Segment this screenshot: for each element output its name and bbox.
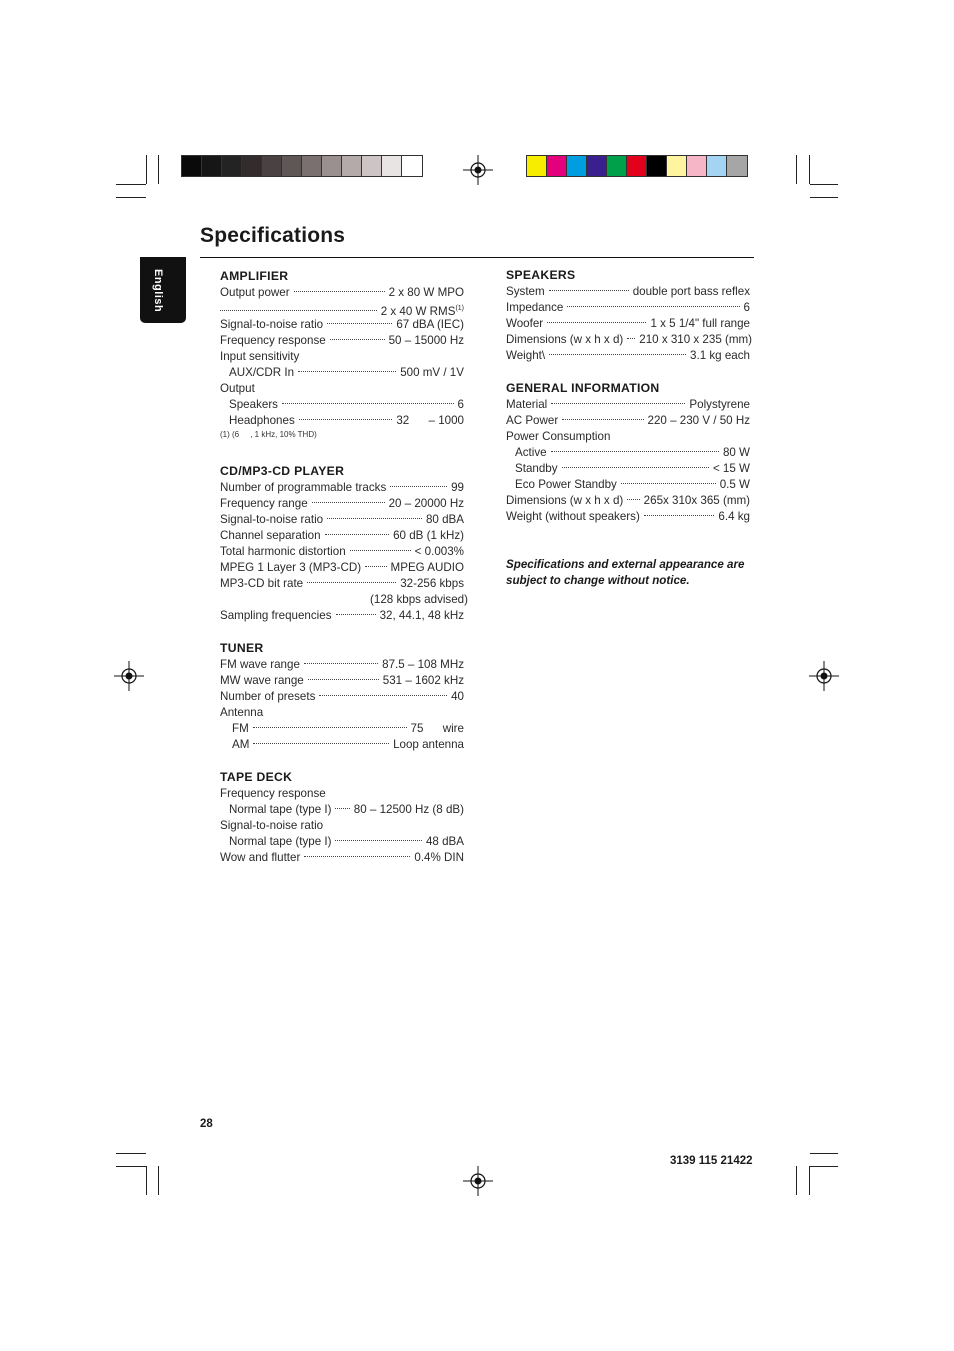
spec-label: Dimensions (w x h x d) [506, 333, 624, 346]
spec-value: < 0.003% [414, 545, 464, 558]
color-swatch [362, 156, 382, 176]
spec-label: Weight (without speakers) [506, 510, 640, 523]
spec-label: Wow and flutter [220, 851, 301, 864]
spec-value: 32 – 1000 [396, 414, 464, 427]
spec-row [220, 689, 464, 705]
cd-player-section [220, 463, 468, 624]
spec-value: 80 dBA [425, 513, 464, 526]
spec-label: Channel separation [220, 529, 321, 542]
spec-label: Woofer [506, 317, 544, 330]
spec-label: Headphones [229, 414, 295, 427]
spec-row [506, 348, 750, 364]
spec-value: 500 mV / 1V [400, 366, 464, 379]
spec-value: double port bass reflex [632, 285, 750, 298]
spec-row [506, 445, 750, 461]
grayscale-calibration-bar [181, 155, 423, 177]
spec-row [506, 493, 750, 509]
spec-label: Speakers [229, 398, 278, 411]
spec-label: Standby [515, 462, 558, 475]
spec-row [220, 544, 464, 560]
section-title: TUNER [220, 641, 264, 655]
spec-label: MPEG 1 Layer 3 (MP3-CD) [220, 561, 362, 574]
spec-value: 1 x 5 1/4" full range [650, 317, 750, 330]
spec-subheading: Frequency response [220, 787, 326, 800]
spec-row [506, 316, 750, 332]
color-swatch [322, 156, 342, 176]
registration-mark-icon [114, 661, 144, 691]
spec-value: MPEG AUDIO [390, 561, 464, 574]
spec-label: Normal tape (type I) [229, 835, 332, 848]
spec-value: 210 x 310 x 235 (mm) [639, 333, 753, 346]
color-swatch [567, 156, 587, 176]
spec-row [506, 509, 750, 525]
spec-label: AUX/CDR In [229, 366, 295, 379]
spec-label: Active [515, 446, 547, 459]
right-column [506, 267, 753, 541]
spec-value: 67 dBA (IEC) [396, 318, 464, 331]
spec-label: MP3-CD bit rate [220, 577, 304, 590]
spec-row [220, 737, 464, 753]
page-title: Specifications [200, 224, 346, 247]
color-swatch [202, 156, 222, 176]
spec-value: 60 dB (1 kHz) [393, 529, 464, 542]
spec-value: 3.1 kg each [690, 349, 750, 362]
spec-value: 87.5 – 108 MHz [382, 658, 464, 671]
section-title: GENERAL INFORMATION [506, 381, 660, 395]
spec-value: 0.4% DIN [414, 851, 464, 864]
spec-value: 20 – 20000 Hz [388, 497, 464, 510]
spec-value: Polystyrene [689, 398, 750, 411]
spec-value: 2 x 80 W MPO [388, 286, 464, 299]
spec-label: Signal-to-noise ratio [220, 318, 324, 331]
spec-value: 50 – 15000 Hz [388, 334, 464, 347]
spec-row [220, 802, 464, 818]
language-tab [140, 257, 186, 323]
color-swatch [627, 156, 647, 176]
spec-label: Number of programmable tracks [220, 481, 387, 494]
spec-row [220, 673, 464, 689]
spec-row [220, 512, 464, 528]
footnote: (1) (6 , 1 kHz, 10% THD) [220, 430, 317, 439]
spec-row [220, 301, 464, 317]
left-column [220, 268, 468, 882]
color-swatch [607, 156, 627, 176]
color-swatch [382, 156, 402, 176]
spec-value: 6.4 kg [718, 510, 750, 523]
spec-label: FM [232, 722, 249, 735]
spec-value: 40 [451, 690, 464, 703]
spec-value: 220 – 230 V / 50 Hz [647, 414, 750, 427]
spec-label: MW wave range [220, 674, 304, 687]
spec-row [220, 592, 468, 608]
registration-mark-icon [809, 661, 839, 691]
spec-row [220, 365, 464, 381]
spec-row [220, 333, 464, 349]
spec-label: Frequency response [220, 334, 326, 347]
spec-value: 0.5 W [719, 478, 750, 491]
spec-row [220, 834, 464, 850]
section-title: TAPE DECK [220, 770, 293, 784]
spec-value: (128 kbps advised) [370, 593, 468, 606]
color-swatch [342, 156, 362, 176]
spec-value: 6 [457, 398, 464, 411]
language-tab-label: English [152, 269, 164, 313]
spec-value: 531 – 1602 kHz [382, 674, 464, 687]
spec-label: FM wave range [220, 658, 300, 671]
amplifier-section [220, 268, 464, 441]
spec-subheading: Signal-to-noise ratio [220, 819, 324, 832]
spec-subheading: Antenna [220, 706, 264, 719]
spec-label: Number of presets [220, 690, 316, 703]
spec-value: 80 – 12500 Hz (8 dB) [353, 803, 464, 816]
disclaimer-note: Specifications and external appearance are subject to change without notice. [506, 558, 745, 587]
spec-row [220, 413, 464, 429]
spec-label: Impedance [506, 301, 564, 314]
spec-label: Sampling frequencies [220, 609, 332, 622]
color-swatch [302, 156, 322, 176]
spec-row [220, 496, 464, 512]
spec-row [506, 284, 750, 300]
registration-mark-icon [463, 155, 493, 185]
color-swatch [527, 156, 547, 176]
spec-value: 75 wire [410, 722, 464, 735]
spec-value: 32, 44.1, 48 kHz [379, 609, 464, 622]
spec-label: Frequency range [220, 497, 308, 510]
spec-row [220, 528, 464, 544]
spec-row [220, 317, 464, 333]
spec-subheading: Input sensitivity [220, 350, 300, 363]
spec-row [220, 480, 464, 496]
spec-row [220, 608, 464, 624]
spec-label: Total harmonic distortion [220, 545, 346, 558]
color-swatch [667, 156, 687, 176]
spec-row [506, 300, 750, 316]
spec-value: 6 [743, 301, 750, 314]
spec-row [220, 850, 464, 866]
spec-row [506, 461, 750, 477]
spec-row [220, 657, 464, 673]
spec-label: Material [506, 398, 548, 411]
speakers-section [506, 267, 753, 364]
section-title: AMPLIFIER [220, 269, 289, 283]
spec-value: 32-256 kbps [400, 577, 464, 590]
spec-row [506, 332, 753, 348]
color-swatch [262, 156, 282, 176]
spec-label: Signal-to-noise ratio [220, 513, 324, 526]
spec-value: 2 x 40 W RMS$^{(1)}$ [380, 304, 464, 318]
spec-label: Eco Power Standby [515, 478, 617, 491]
spec-value: 80 W [722, 446, 750, 459]
color-swatch [647, 156, 667, 176]
spec-label: Output power [220, 286, 290, 299]
color-swatch [687, 156, 707, 176]
spec-label: AC Power [506, 414, 559, 427]
spec-row [220, 285, 464, 301]
general-information-section [506, 380, 750, 525]
spec-value: 265x 310x 365 (mm) [643, 494, 750, 507]
color-swatch [547, 156, 567, 176]
color-swatch [402, 156, 422, 176]
color-swatch [587, 156, 607, 176]
spec-row [506, 477, 750, 493]
document-code: 3139 115 21422 [670, 1155, 753, 1167]
spec-subheading: Power Consumption [506, 430, 611, 443]
color-swatch [182, 156, 202, 176]
spec-value: Loop antenna [393, 738, 464, 751]
section-title: SPEAKERS [506, 268, 576, 282]
color-swatch [707, 156, 727, 176]
tuner-section [220, 640, 464, 753]
spec-label: Weight\ [506, 349, 546, 362]
spec-row [506, 397, 750, 413]
spec-row [220, 721, 464, 737]
spec-label: AM [232, 738, 250, 751]
color-swatch [282, 156, 302, 176]
color-swatch [222, 156, 242, 176]
color-swatch [727, 156, 747, 176]
spec-value: 99 [451, 481, 464, 494]
page-number: 28 [200, 1118, 213, 1130]
section-title: CD/MP3-CD PLAYER [220, 464, 345, 478]
tape-deck-section [220, 769, 464, 866]
spec-row [506, 413, 750, 429]
spec-row [220, 560, 464, 576]
spec-row [220, 576, 464, 592]
color-swatch [242, 156, 262, 176]
color-calibration-bar [526, 155, 748, 177]
spec-value: < 15 W [712, 462, 750, 475]
spec-label: Dimensions (w x h x d) [506, 494, 624, 507]
registration-mark-icon [463, 1166, 493, 1196]
spec-subheading: Output [220, 382, 255, 395]
spec-value: 48 dBA [425, 835, 464, 848]
title-rule [200, 257, 754, 258]
spec-label: Normal tape (type I) [229, 803, 332, 816]
spec-label: System [506, 285, 545, 298]
spec-row [220, 397, 464, 413]
